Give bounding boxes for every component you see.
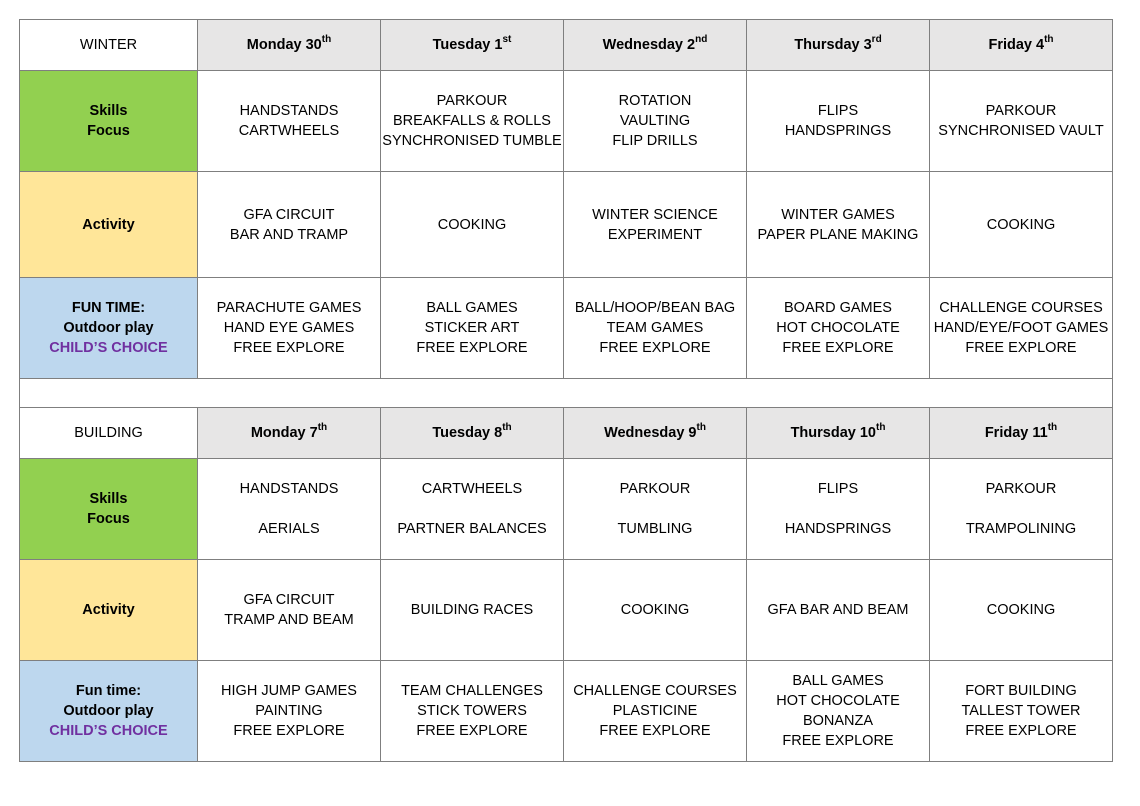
- day-suffix: th: [875, 422, 886, 433]
- day-name: Monday 7: [250, 425, 318, 441]
- cell-line: FREE EXPLORE: [599, 340, 711, 356]
- week-spacer-row: [20, 379, 1113, 408]
- activity-cell: [564, 172, 747, 278]
- fun-time-cell: [381, 278, 564, 379]
- fun-time-label: [20, 278, 198, 379]
- childs-choice-label: CHILD’S CHOICE: [49, 340, 168, 356]
- cell-line: PARACHUTE GAMES: [216, 300, 362, 316]
- fun-time-cell: [564, 661, 747, 762]
- cell-line: VAULTING: [619, 113, 691, 129]
- cell-line: HAND/EYE/FOOT GAMES: [933, 320, 1109, 336]
- day-suffix: th: [1047, 422, 1058, 433]
- cell-line: GFA CIRCUIT: [243, 592, 335, 608]
- fun-time-row: [20, 278, 1113, 379]
- day-name: Wednesday 9: [604, 425, 697, 441]
- cell-line: BALL/HOOP/BEAN BAG: [574, 300, 736, 316]
- fun-time-cell: [930, 661, 1113, 762]
- cell-line: TRAMP AND BEAM: [224, 612, 354, 628]
- activity-cell: [198, 172, 381, 278]
- cell-line: BALL GAMES: [426, 300, 518, 316]
- day-suffix: th: [317, 422, 328, 433]
- cell-line: PARKOUR: [985, 103, 1057, 119]
- label-line: Outdoor play: [63, 320, 154, 336]
- week-header-row: [20, 20, 1113, 71]
- cell-line: SYNCHRONISED VAULT: [938, 123, 1104, 139]
- skills-cell: [198, 459, 381, 560]
- cell-line: FREE EXPLORE: [599, 723, 711, 739]
- day-header: [564, 20, 747, 71]
- label-line: Skills: [89, 103, 128, 119]
- day-header: [198, 408, 381, 459]
- cell-line: CARTWHEELS: [238, 123, 340, 139]
- skills-cell: [564, 71, 747, 172]
- activity-row: [20, 560, 1113, 661]
- cell-line: GFA CIRCUIT: [243, 206, 335, 223]
- label-line: Fun time:: [75, 683, 142, 699]
- cell-line: COOKING: [437, 216, 507, 233]
- spacer-cell: [20, 379, 1113, 408]
- skills-cell: [747, 459, 930, 560]
- label-line: Skills: [89, 491, 128, 507]
- cell-line: PARKOUR: [985, 481, 1057, 497]
- cell-line: FREE EXPLORE: [416, 340, 528, 356]
- cell-line: BALL GAMES: [792, 673, 884, 689]
- fun-time-cell: [198, 661, 381, 762]
- skills-cell: [747, 71, 930, 172]
- day-name: Wednesday 2: [602, 37, 696, 53]
- cell-line: BAR AND TRAMP: [229, 226, 349, 243]
- cell-line: BUILDING RACES: [410, 602, 534, 618]
- cell-line: CHALLENGE COURSES: [939, 300, 1103, 316]
- day-header: [747, 408, 930, 459]
- line-gap: [564, 499, 746, 519]
- day-suffix: th: [696, 422, 706, 433]
- skills-row: [20, 71, 1113, 172]
- cell-line: AERIALS: [258, 521, 320, 537]
- day-header: [381, 20, 564, 71]
- activity-cell: [747, 172, 930, 278]
- schedule-table: [19, 19, 1113, 762]
- cell-line: FLIPS: [817, 481, 859, 497]
- fun-time-cell: [930, 278, 1113, 379]
- cell-line: FLIP DRILLS: [612, 133, 698, 149]
- cell-line: EXPERIMENT: [607, 226, 703, 243]
- cell-line: STICKER ART: [424, 320, 520, 336]
- cell-line: HANDSTANDS: [239, 103, 339, 119]
- skills-row: [20, 459, 1113, 560]
- day-header: [930, 20, 1113, 71]
- cell-line: HANDSTANDS: [239, 481, 339, 497]
- activity-cell: [747, 560, 930, 661]
- cell-line: BONANZA: [802, 713, 874, 729]
- skills-cell: [930, 459, 1113, 560]
- day-name: Monday 30: [246, 37, 322, 53]
- day-name: Friday 11: [984, 425, 1048, 441]
- activity-label: Activity: [20, 560, 198, 661]
- fun-time-cell: [198, 278, 381, 379]
- cell-line: COOKING: [986, 216, 1056, 233]
- activity-cell: [381, 172, 564, 278]
- cell-line: FREE EXPLORE: [233, 723, 345, 739]
- day-suffix: nd: [695, 34, 708, 45]
- skills-cell: [381, 459, 564, 560]
- cell-line: STICK TOWERS: [417, 703, 527, 719]
- cell-line: PAINTING: [255, 703, 323, 719]
- day-name: Friday 4: [988, 37, 1045, 53]
- cell-line: FLIPS: [817, 103, 859, 119]
- cell-line: PARTNER BALANCES: [397, 521, 547, 537]
- cell-line: TALLEST TOWER: [961, 703, 1081, 719]
- cell-line: TEAM GAMES: [606, 320, 704, 336]
- cell-line: HIGH JUMP GAMES: [221, 683, 357, 699]
- cell-line: CHALLENGE COURSES: [573, 683, 737, 699]
- day-header: [564, 408, 747, 459]
- label-line: Outdoor play: [63, 703, 154, 719]
- day-name: Tuesday 1: [432, 37, 503, 53]
- day-name: Thursday 10: [790, 425, 876, 441]
- fun-time-cell: [747, 661, 930, 762]
- cell-line: GFA BAR AND BEAM: [767, 602, 909, 618]
- label-line: FUN TIME:: [71, 300, 146, 316]
- cell-line: COOKING: [986, 602, 1056, 618]
- skills-cell: [930, 71, 1113, 172]
- activity-label: Activity: [20, 172, 198, 278]
- activity-row: [20, 172, 1113, 278]
- cell-line: PARKOUR: [619, 481, 691, 497]
- cell-line: PLASTICINE: [612, 703, 698, 719]
- childs-choice-label: CHILD’S CHOICE: [49, 723, 168, 739]
- line-gap: [381, 499, 563, 519]
- skills-cell: [564, 459, 747, 560]
- cell-line: ROTATION: [618, 93, 692, 109]
- day-name: Tuesday 8: [432, 425, 503, 441]
- cell-line: WINTER SCIENCE: [592, 206, 718, 223]
- cell-line: HOT CHOCOLATE: [776, 320, 900, 336]
- cell-line: FREE EXPLORE: [782, 733, 894, 749]
- activity-cell: [564, 560, 747, 661]
- cell-line: BOARD GAMES: [784, 300, 892, 316]
- cell-line: HANDSPRINGS: [784, 123, 892, 139]
- skills-focus-label: [20, 71, 198, 172]
- week-title: BUILDING: [20, 408, 198, 459]
- activity-cell: [381, 560, 564, 661]
- cell-line: FREE EXPLORE: [965, 723, 1077, 739]
- activity-cell: [198, 560, 381, 661]
- day-suffix: th: [502, 422, 512, 433]
- cell-line: FREE EXPLORE: [416, 723, 528, 739]
- label-line: Focus: [87, 511, 130, 527]
- cell-line: TUMBLING: [617, 521, 693, 537]
- cell-line: FREE EXPLORE: [233, 340, 345, 356]
- cell-line: FREE EXPLORE: [965, 340, 1077, 356]
- week-header-row: [20, 408, 1113, 459]
- day-header: [747, 20, 930, 71]
- week-title: WINTER: [20, 20, 198, 71]
- cell-line: PARKOUR: [436, 93, 508, 109]
- cell-line: TEAM CHALLENGES: [401, 683, 543, 699]
- day-header: [381, 408, 564, 459]
- day-suffix: th: [321, 34, 332, 45]
- day-name: Thursday 3: [794, 37, 872, 53]
- cell-line: HAND EYE GAMES: [223, 320, 355, 336]
- cell-line: HANDSPRINGS: [784, 521, 892, 537]
- cell-line: TRAMPOLINING: [965, 521, 1077, 537]
- day-header: [930, 408, 1113, 459]
- skills-cell: [198, 71, 381, 172]
- cell-line: BREAKFALLS & ROLLS: [393, 113, 551, 129]
- fun-time-cell: [564, 278, 747, 379]
- label-line: Focus: [87, 123, 130, 139]
- cell-line: FORT BUILDING: [965, 683, 1077, 699]
- line-gap: [198, 499, 380, 519]
- fun-time-label: [20, 661, 198, 762]
- cell-line: FREE EXPLORE: [782, 340, 894, 356]
- cell-line: PAPER PLANE MAKING: [757, 226, 919, 243]
- day-header: [198, 20, 381, 71]
- cell-line: WINTER GAMES: [781, 206, 895, 223]
- day-suffix: st: [502, 34, 512, 45]
- cell-line: HOT CHOCOLATE: [776, 693, 900, 709]
- skills-focus-label: [20, 459, 198, 560]
- fun-time-row: [20, 661, 1113, 762]
- line-gap: [930, 499, 1112, 519]
- activity-cell: [930, 172, 1113, 278]
- line-gap: [747, 499, 929, 519]
- skills-cell: [381, 71, 564, 172]
- activity-cell: [930, 560, 1113, 661]
- cell-line: COOKING: [620, 602, 690, 618]
- cell-line: SYNCHRONISED TUMBLE: [382, 133, 562, 149]
- cell-line: CARTWHEELS: [421, 481, 523, 497]
- day-suffix: th: [1044, 34, 1054, 45]
- day-suffix: rd: [871, 34, 882, 45]
- fun-time-cell: [381, 661, 564, 762]
- fun-time-cell: [747, 278, 930, 379]
